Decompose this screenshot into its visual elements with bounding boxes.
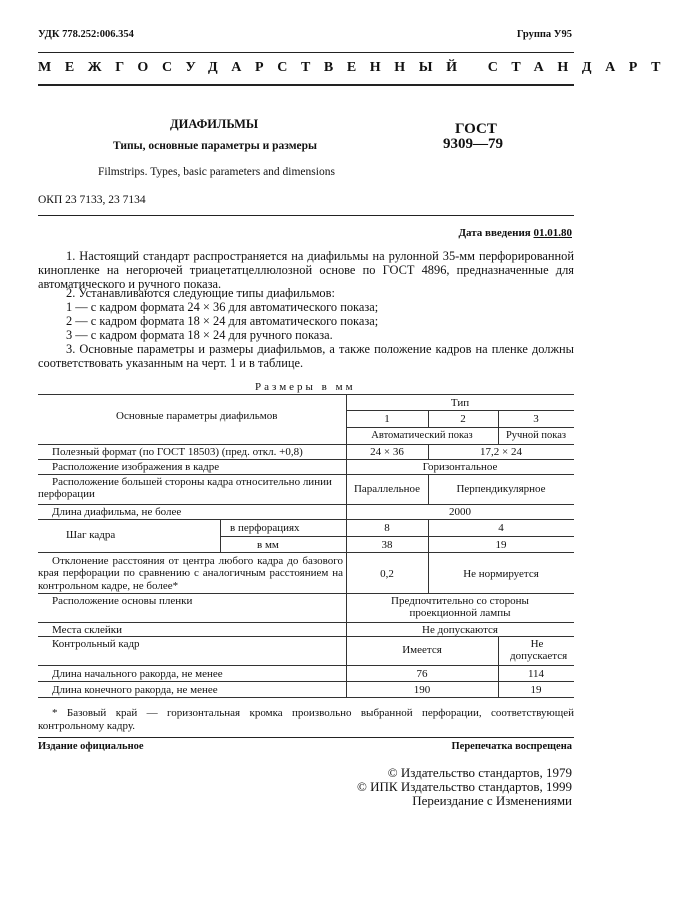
row-leader-length-label: Длина начального ракорда, не менее [52,668,223,680]
list-item-3 [38,329,333,343]
copyright-1979: © Издательство стандартов, 1979 [387,765,572,780]
row-deviation-label: Отклонение расстояния от центра любого кадра до базового края перфорации по сравнению с аналогичным расстоянием на контрольном кадре, не более* [38,555,343,592]
table-rule-type [346,410,574,411]
type-1: 1 [384,413,390,425]
row-film-length-label: Длина диафильма, не более [52,506,182,518]
title-rule [38,215,574,216]
standard-banner: МЕЖГОСУДАРСТВЕННЫЙ СТАНДАРТ [38,60,674,75]
row-film-base-label: Расположение основы пленки [52,595,193,607]
row-control-frame-label: Контрольный кадр [52,638,140,650]
row-frame-pitch-mm-type1: 38 [381,539,393,551]
r5-label-divider [220,519,221,552]
row-deviation-type1: 0,2 [380,568,394,580]
list-item-3-text: 3 — с кадром формата 18 × 24 для ручного показа. [66,328,333,342]
table-rule-r1 [38,459,574,460]
row-splices-value: Не допускаются [422,624,498,636]
reissue-note: Переиздание с Изменениями [412,793,572,808]
introduction-date-value: 01.01.80 [533,227,572,239]
reprint-prohibited: Перепечатка воспрещена [451,741,572,752]
row-frame-pitch-label: Шаг кадра [66,529,116,541]
row-frame-pitch-perforations-type23: 4 [498,522,504,534]
row-frame-side-type23: Перпендикулярное [456,483,546,495]
row-trailer-length-type3: 19 [530,684,542,696]
paragraph-2 [38,287,335,301]
table-rule-r2 [38,474,574,475]
copyright-1999: © ИПК Издательство стандартов, 1999 [357,779,572,794]
row-frame-side-type1: Параллельное [353,483,421,495]
table-rule-head [38,444,574,445]
paragraph-1-text: 1. Настоящий стандарт распространяется на диафильмы на рулонной 35-мм перфорированной кинопленке на негорючей триацетатцеллюлозной основе по ГОСТ 4896, предназначенные для автоматического и ручного показа. [38,249,574,291]
row-film-length-value: 2000 [449,506,471,518]
table-head-type: Тип [450,397,470,409]
row-splices-label: Места склейки [52,624,122,636]
table-rule-r3 [38,504,574,505]
paragraph-3 [38,343,574,371]
header-rule [38,52,574,53]
document-title: ДИАФИЛЬМЫ [170,117,259,131]
paragraph-2-text: 2. Устанавливаются следующие типы диафильмов: [66,286,335,300]
row-control-frame-type3: Не допускается [510,638,568,662]
row-useful-format-label: Полезный формат (по ГОСТ 18503) (пред. откл. +0,8) [52,446,303,458]
list-item-1-text: 1 — с кадром формата 24 × 36 для автоматического показа; [66,300,379,314]
table-rule-numbers [346,427,574,428]
table-rule-r9 [38,665,574,666]
type-2: 2 [460,413,466,425]
english-title: Filmstrips. Types, basic parameters and dimensions [98,166,335,178]
table-rule-r4 [38,519,574,520]
gost-number: 9309—79 [443,136,503,152]
row-image-position-value: Горизонтальное [422,461,498,473]
footnote: * Базовый край — горизонтальная кромка произвольно выбранной перфорации, соответствующей контрольному кадру. [38,707,574,732]
list-item-2 [38,315,378,329]
table-rule-top [38,394,574,395]
row-useful-format-type1: 24 × 36 [370,446,404,458]
row-leader-length-type12: 76 [416,668,428,680]
row-frame-pitch-perforations-label: в перфорациях [230,522,300,534]
banner-rule [38,84,574,86]
row-frame-pitch-perforations-type1: 8 [384,522,390,534]
manual-show: Ручной показ [505,430,567,441]
table-rule-r5a [220,536,574,537]
table-rule-r7 [38,622,574,623]
table-rule-bottom [38,697,574,698]
official-edition: Издание официальное [38,741,144,752]
type-3: 3 [533,413,539,425]
group-code: Группа У95 [516,29,572,40]
row-image-position-label: Расположение изображения в кадре [52,461,220,473]
table-rule-r8 [38,636,574,637]
list-item-2-text: 2 — с кадром формата 18 × 24 для автоматического показа; [66,314,379,328]
row-useful-format-type23: 17,2 × 24 [480,446,522,458]
automatic-show: Автоматический показ [371,430,473,441]
row-leader-length-type3: 114 [527,668,545,680]
table-head-parameters: Основные параметры диафильмов [116,410,278,422]
table-rule-r10 [38,681,574,682]
gost-label: ГОСТ [455,121,497,137]
row-frame-pitch-mm-label: в мм [257,539,279,551]
row-trailer-length-label: Длина конечного ракорда, не менее [52,684,218,696]
list-item-1 [38,301,378,315]
row-film-base-value: Предпочтительно со стороны проекционной лампы [391,595,529,619]
document-subtitle: Типы, основные параметры и размеры [113,140,318,152]
paragraph-3-text: 3. Основные параметры и размеры диафильмов, а также положение кадров на пленке должны соответствовать указанным на черт. 1 и в таблице. [38,342,574,370]
row-frame-pitch-mm-type23: 19 [495,539,507,551]
row-control-frame-type12: Имеется [402,644,442,656]
okp-code: ОКП 23 7133, 23 7134 [38,194,146,206]
row-deviation-type23: Не нормируется [463,568,539,580]
row-trailer-length-type12: 190 [413,684,431,696]
table-caption: Размеры в мм [255,381,356,393]
introduction-date-label: Дата введения [458,227,531,239]
udk-code: УДК 778.252:006.354 [38,29,134,40]
introduction-date [458,227,572,239]
table-rule-r5 [38,552,574,553]
footer-rule [38,737,574,738]
table-rule-r6 [38,593,574,594]
row-frame-side-label: Расположение большей стороны кадра относительно линии перфорации [38,476,332,500]
